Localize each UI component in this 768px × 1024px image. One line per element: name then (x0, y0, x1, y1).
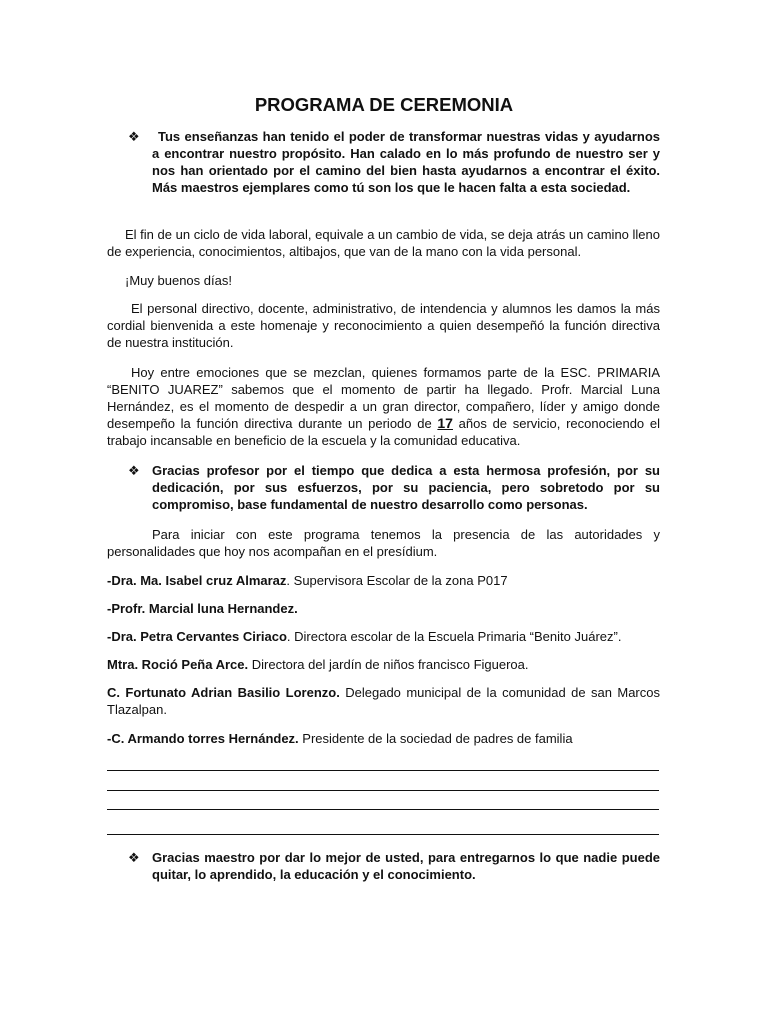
blank-line (107, 790, 659, 791)
bullet-item (130, 849, 660, 883)
years-of-service: 17 (437, 415, 453, 431)
paragraph-saludo: ¡Muy buenos días! (125, 273, 232, 288)
diamond-bullet-icon: ❖ (128, 129, 140, 144)
bullet-item (130, 128, 660, 196)
presidium-name: -Dra. Petra Cervantes Ciriaco (107, 629, 287, 644)
paragraph-despedida (107, 364, 660, 449)
blank-line (107, 834, 659, 835)
presidium-name: -Dra. Ma. Isabel cruz Almaraz (107, 573, 287, 588)
blank-line (107, 809, 659, 810)
diamond-bullet-icon: ❖ (128, 850, 140, 865)
bullet-text: Gracias maestro por dar lo mejor de usted, para entregarnos lo que nadie puede quitar, lo aprendido, la educación y el conocimiento. (152, 850, 660, 882)
bullet-item (130, 462, 660, 513)
blank-line (107, 770, 659, 771)
presidium-name: C. Fortunato Adrian Basilio Lorenzo. (107, 685, 340, 700)
presidium-entry (107, 684, 660, 718)
presidium-entry (107, 628, 660, 645)
presidium-role: Presidente de la sociedad de padres de familia (298, 731, 573, 746)
presidium-name: Mtra. Roció Peña Arce. (107, 657, 249, 672)
despedida-text-a: Hoy entre emociones que se mezclan, quienes formamos parte de la ESC. PRIMARIA “BENITO JUAREZ” sabemos que el momento de partir ha llegado. Profr. Marcial Luna Hernández, es el momento de despedir a un gran director, compañero, líder y amigo donde desempeño la función directiva durante un periodo de (107, 365, 660, 431)
presidium-entry (107, 730, 660, 747)
presidium-name: -C. Armando torres Hernández. (107, 731, 299, 746)
page-title: PROGRAMA DE CEREMONIA (254, 94, 514, 115)
diamond-bullet-icon: ❖ (128, 463, 140, 478)
bullet-text: Tus enseñanzas han tenido el poder de transformar nuestras vidas y ayudarnos a encontrar nuestro propósito. Han calado en lo más profundo de nuestro ser y nos han orientado por el camino del bien hasta ayudarnos a encontrar el éxito. Más maestros ejemplares como tú son los que le hacen falta a esta sociedad. (152, 129, 660, 195)
paragraph-inicio: Para iniciar con este programa tenemos la presencia de las autoridades y personalidades que hoy nos acompañan en el presídium. (107, 527, 660, 559)
presidium-role: Directora del jardín de niños francisco Figueroa. (248, 657, 529, 672)
presidium-role: . Supervisora Escolar de la zona P017 (286, 573, 508, 588)
presidium-entry (107, 600, 660, 617)
presidium-name: -Profr. Marcial luna Hernandez. (107, 601, 298, 616)
presidium-role: Delegado municipal de la comunidad de san Marcos Tlazalpan. (107, 685, 660, 717)
bullet-text: Gracias profesor por el tiempo que dedica a esta hermosa profesión, por su dedicación, por sus esfuerzos, por su paciencia, pero sobretodo por su compromiso, base fundamental de nuestro desarrollo como personas. (152, 463, 660, 512)
despedida-text-b: años de servicio, reconociendo el trabajo incansable en beneficio de la escuela y la comunidad educativa. (107, 416, 660, 448)
presidium-role: . Directora escolar de la Escuela Primaria “Benito Juárez”. (286, 629, 622, 644)
presidium-entry (107, 572, 660, 589)
paragraph-fin-ciclo: El fin de un ciclo de vida laboral, equivale a un cambio de vida, se deja atrás un camino lleno de experiencia, conocimientos, altibajos, que van de la mano con la vida personal. (107, 227, 660, 259)
paragraph-bienvenida: El personal directivo, docente, administrativo, de intendencia y alumnos les damos la más cordial bienvenida a este homenaje y reconocimiento a quien desempeñó la función directiva de nuestra institución. (107, 301, 660, 350)
presidium-entry (107, 656, 660, 673)
